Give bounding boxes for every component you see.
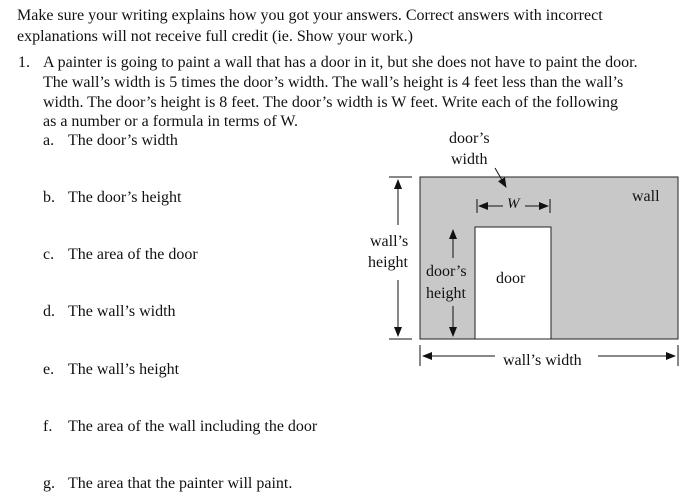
wall-label: wall xyxy=(632,188,660,205)
part-a-text: The door’s width xyxy=(68,132,178,149)
part-c-letter: c. xyxy=(43,246,55,263)
door-label: door xyxy=(496,270,526,287)
part-d-text: The wall’s width xyxy=(68,303,176,320)
part-g-letter: g. xyxy=(43,475,55,492)
part-f-letter: f. xyxy=(43,418,53,435)
instructions-line-1: Make sure your writing explains how you got your answers. Correct answers with incorrect xyxy=(17,7,603,24)
question-line-1: A painter is going to paint a wall that has a door in it, but she does not have to paint the door. xyxy=(43,54,638,71)
w-label: W xyxy=(507,196,520,212)
part-d-letter: d. xyxy=(43,303,55,320)
part-a-letter: a. xyxy=(43,132,55,149)
doors-height-label-line-2: height xyxy=(426,285,466,302)
part-e-text: The wall’s height xyxy=(68,361,180,378)
walls-height-label-line-1: wall’s xyxy=(370,233,409,250)
instructions-line-2: explanations will not receive full credit (ie. Show your work.) xyxy=(17,28,413,45)
part-b-text: The door’s height xyxy=(68,189,182,206)
part-c-text: The area of the door xyxy=(68,246,198,263)
part-b-letter: b. xyxy=(43,189,55,206)
question-line-3: width. The door’s height is 8 feet. The door’s width is W feet. Write each of the following xyxy=(43,94,618,111)
doors-height-label-line-1: door’s xyxy=(426,263,467,280)
question-line-4: as a number or a formula in terms of W. xyxy=(43,113,299,130)
walls-width-label: wall’s width xyxy=(503,352,582,369)
doors-width-label-line-2: width xyxy=(451,151,488,168)
part-g-text: The area that the painter will paint. xyxy=(68,475,293,492)
part-f-text: The area of the wall including the door xyxy=(68,418,318,435)
walls-height-label-line-2: height xyxy=(368,254,408,271)
question-line-2: The wall’s width is 5 times the door’s width. The wall’s height is 4 feet less than the wall’s xyxy=(43,74,624,91)
part-e-letter: e. xyxy=(43,361,55,378)
doors-width-label-line-1: door’s xyxy=(449,130,490,147)
question-number: 1. xyxy=(18,54,30,71)
